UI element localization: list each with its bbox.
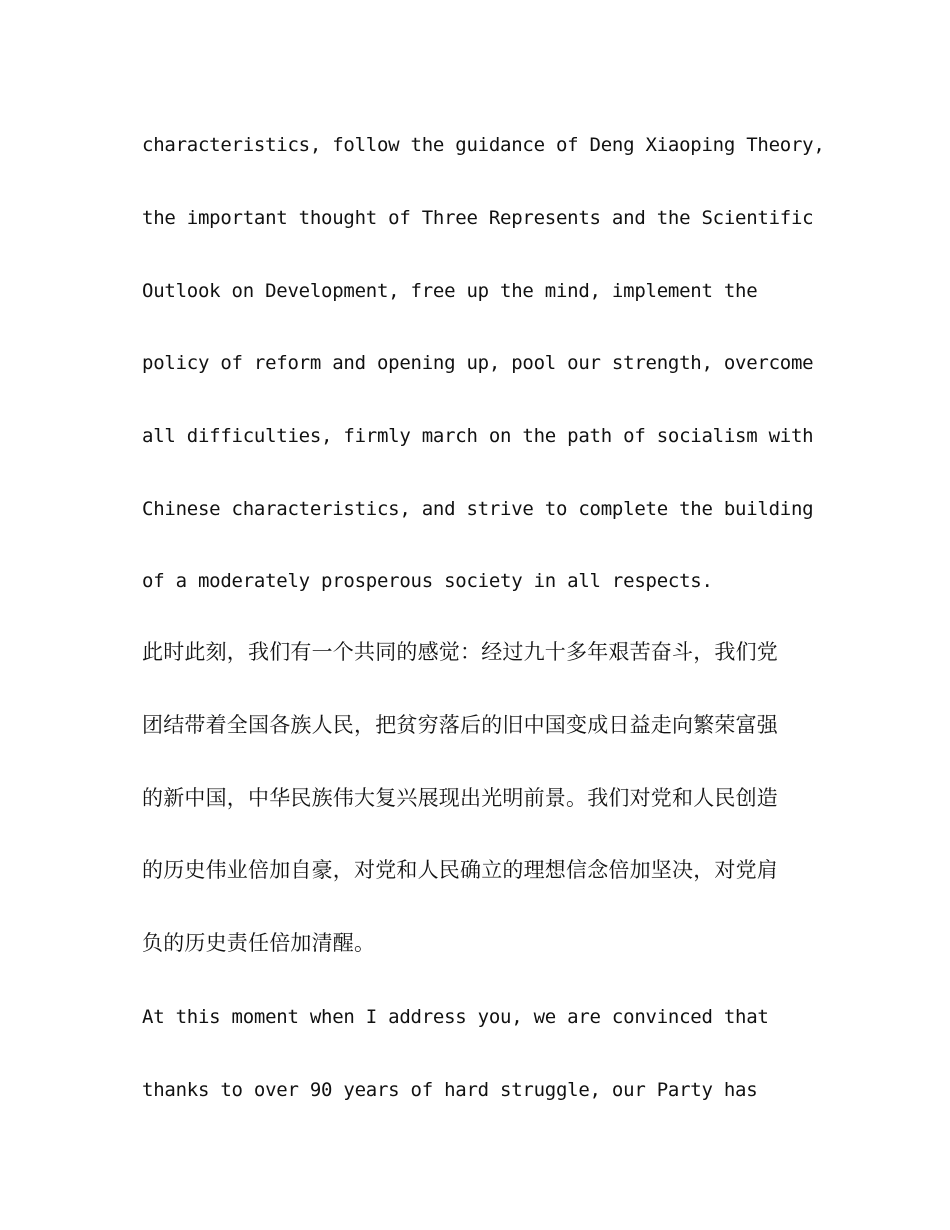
text-line: 负的历史责任倍加清醒。 <box>142 931 376 955</box>
text-line: 团结带着全国各族人民，把贫穷落后的旧中国变成日益走向繁荣富强 <box>142 713 778 737</box>
text-line: of a moderately prosperous society in all respects. <box>142 570 713 592</box>
text-line: Chinese characteristics, and strive to complete the building <box>142 498 814 520</box>
text-line: At this moment when I address you, we are convinced that <box>142 1006 769 1028</box>
text-line: thanks to over 90 years of hard struggle, our Party has <box>142 1079 758 1101</box>
text-line: 的新中国，中华民族伟大复兴展现出光明前景。我们对党和人民创造 <box>142 786 778 810</box>
text-line: the important thought of Three Represents and the Scientific <box>142 207 814 229</box>
text-line: 此时此刻，我们有一个共同的感觉：经过九十多年艰苦奋斗，我们党 <box>142 640 778 664</box>
text-line: policy of reform and opening up, pool our strength, overcome <box>142 352 814 374</box>
text-line: Outlook on Development, free up the mind, implement the <box>142 280 758 302</box>
text-line: all difficulties, firmly march on the path of socialism with <box>142 425 814 447</box>
text-line: characteristics, follow the guidance of Deng Xiaoping Theory, <box>142 134 825 156</box>
text-line: 的历史伟业倍加自豪，对党和人民确立的理想信念倍加坚决，对党肩 <box>142 858 778 882</box>
